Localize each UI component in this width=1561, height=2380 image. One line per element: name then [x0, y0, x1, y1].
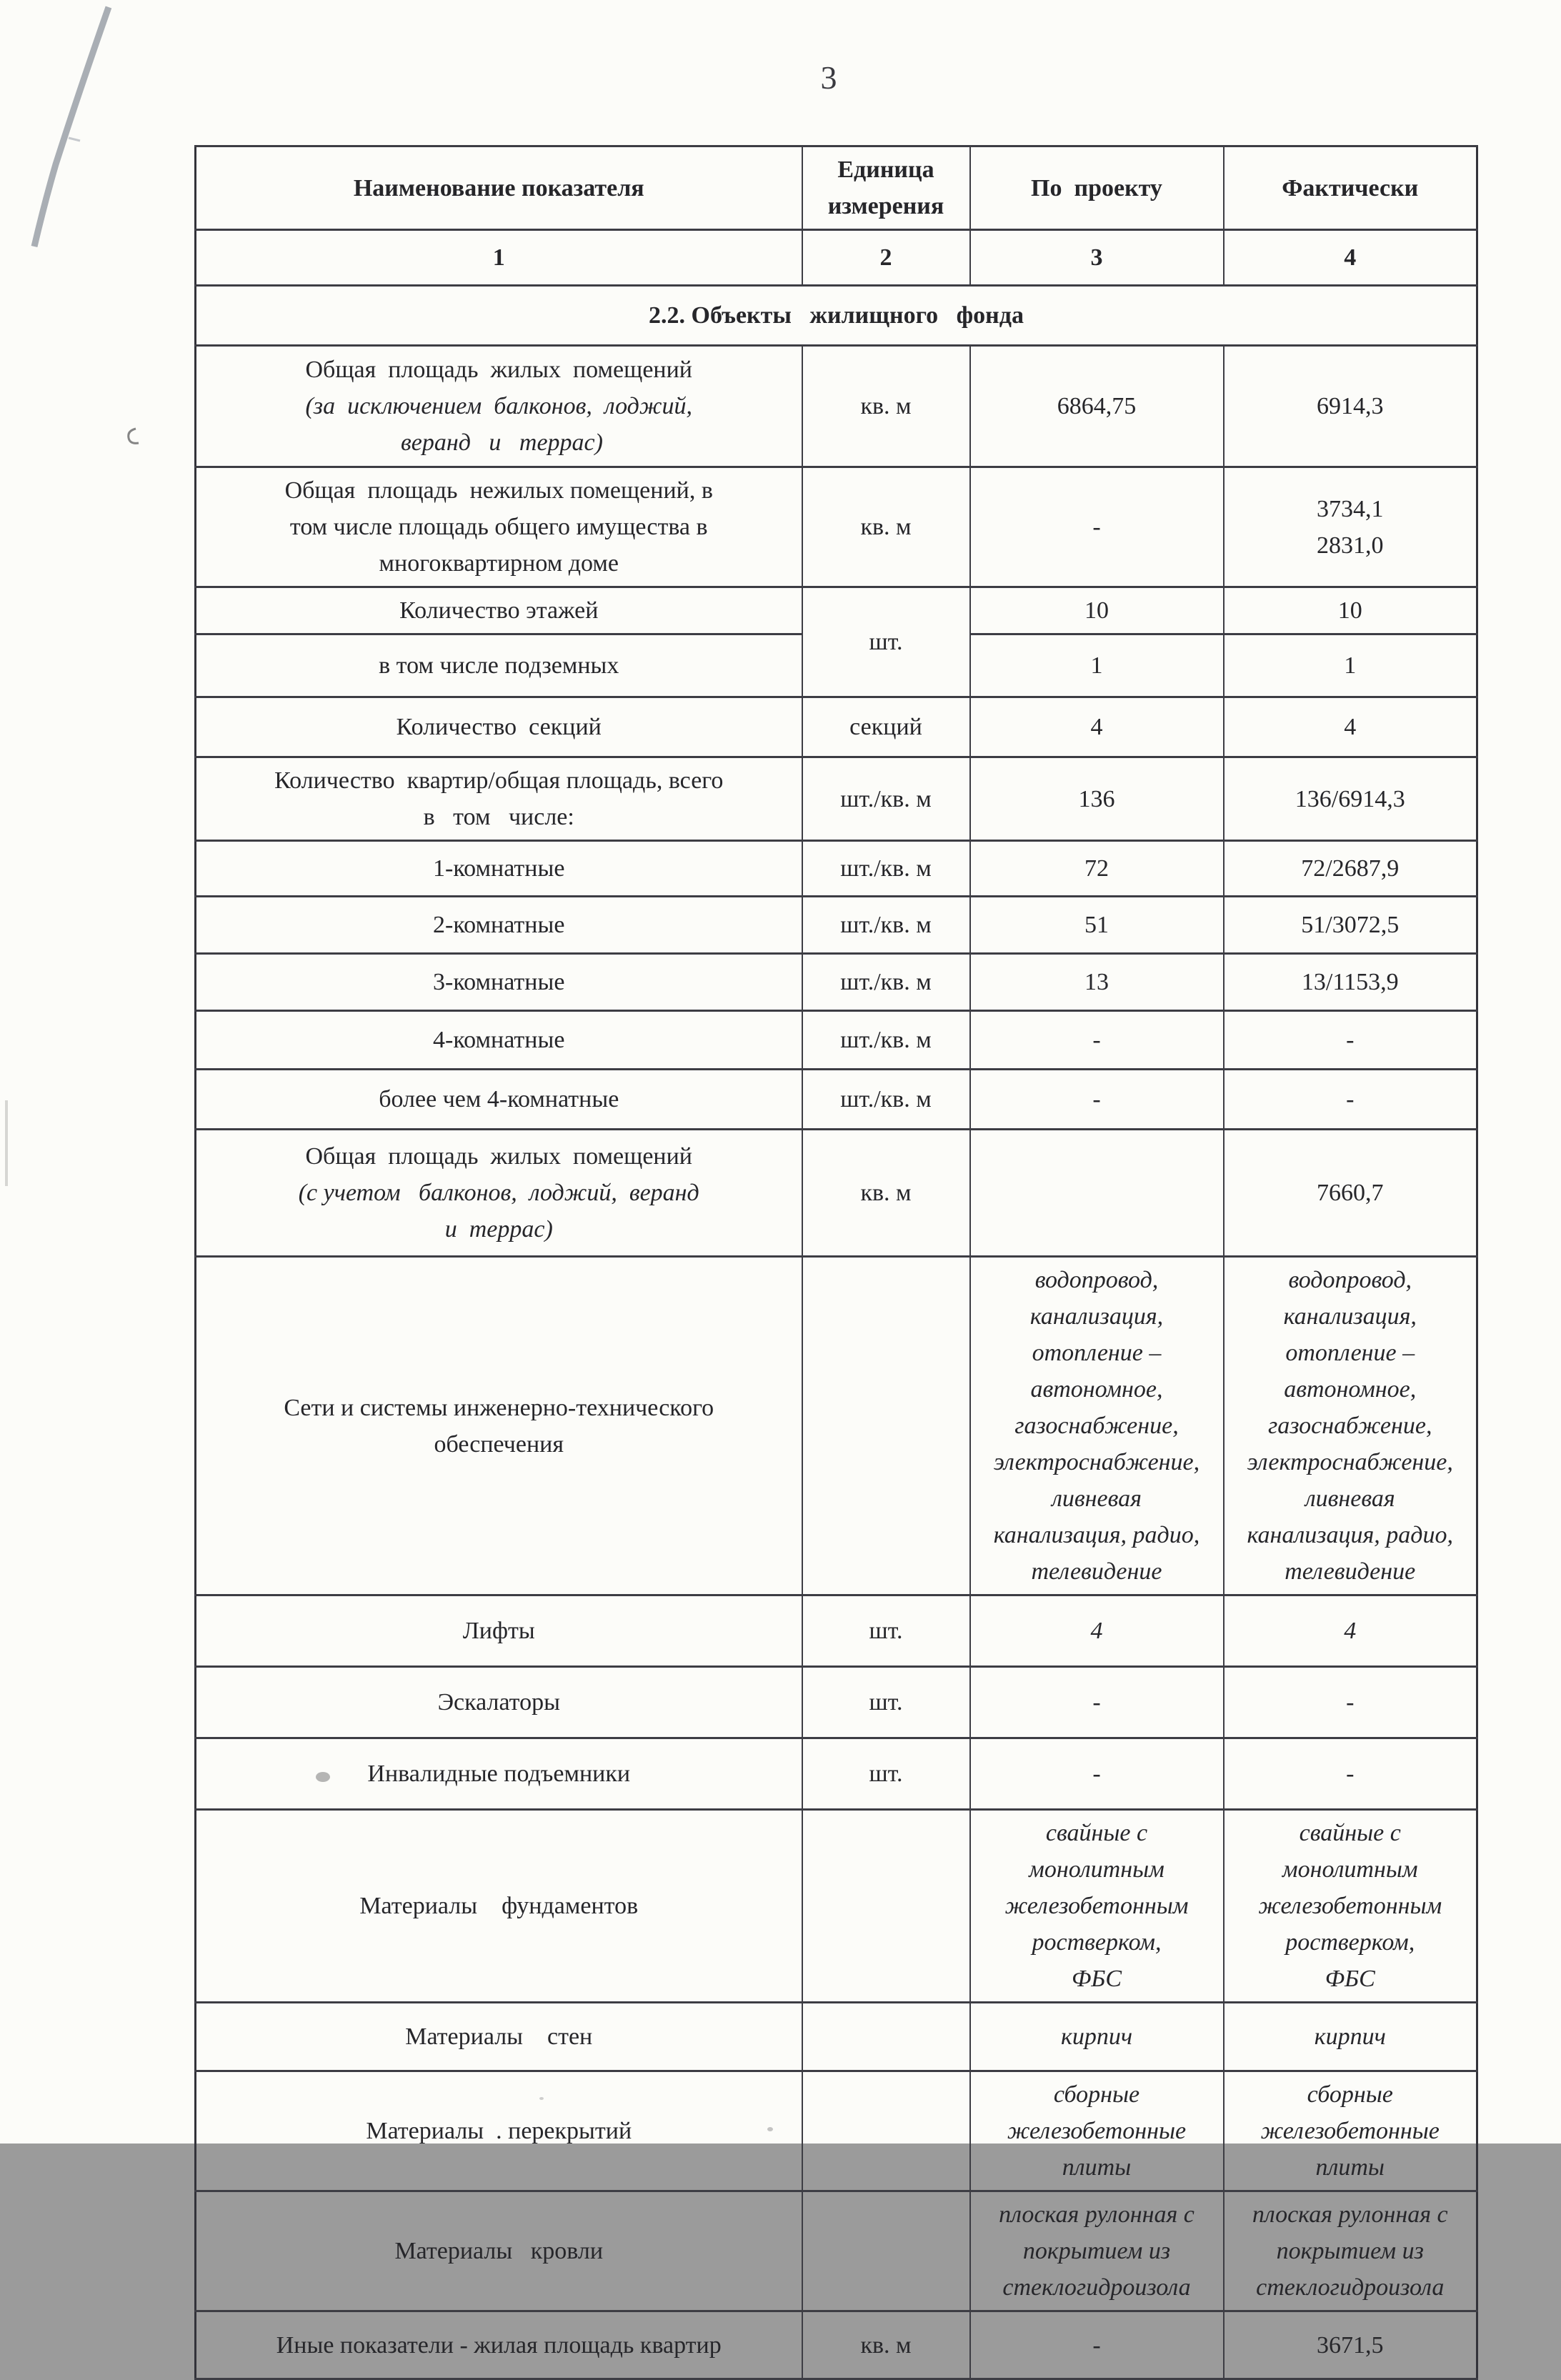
cell-line: стеклогидроизола [1256, 2274, 1445, 2301]
cell-line: Общая площадь жилых помещений [305, 357, 692, 383]
cell-line: - [1092, 1086, 1101, 1112]
indicator-cell [196, 2071, 802, 2191]
project-cell [970, 757, 1224, 841]
project-cell [970, 1011, 1224, 1070]
cell-line: - [1092, 1027, 1101, 1053]
indicator-cell [196, 1810, 802, 2003]
cell-line: Количество секций [396, 714, 602, 740]
table-row [196, 697, 1477, 757]
actual-cell [1224, 2191, 1477, 2311]
cell-line: секций [849, 714, 922, 740]
cell-line: - [1346, 1761, 1355, 1787]
cell-line: Инвалидные подъемники [367, 1761, 631, 1787]
cell-line: железобетонные [1260, 2118, 1440, 2144]
cell-line: 3671,5 [1317, 2331, 1384, 2359]
cell-line: Общая площадь нежилых помещений, в [284, 477, 713, 504]
cell-line: 4 [1090, 1618, 1103, 1644]
col-indicator-cell [196, 146, 802, 230]
unit-cell [802, 1810, 970, 2003]
actual-cell [1224, 697, 1477, 757]
project-cell [970, 1595, 1224, 1667]
table-row [196, 757, 1477, 841]
cell-line: кв. м [860, 1180, 912, 1206]
indicator-cell [196, 346, 802, 467]
section-cell [196, 286, 1477, 346]
cell-line: шт./кв. м [840, 969, 932, 995]
project-cell [970, 346, 1224, 467]
cell-line: сборные [1307, 2081, 1393, 2108]
cell-line: - [1346, 1086, 1355, 1112]
col-number-cell [802, 230, 970, 286]
actual-cell [1224, 1257, 1477, 1595]
fold-mark [34, 7, 109, 247]
indicator-cell [196, 1130, 802, 1257]
unit-cell [802, 467, 970, 587]
unit-cell [802, 954, 970, 1011]
cell-line: обеспечения [434, 1430, 564, 1458]
cell-line: веранд и террас) [394, 429, 603, 456]
cell-line: шт. [869, 1618, 903, 1644]
cell-line: свайные с [1299, 1820, 1401, 1846]
indicator-cell [196, 2311, 802, 2379]
cell-line: 72/2687,9 [1301, 855, 1400, 882]
indicators-table-body [196, 146, 1477, 2379]
cell-line: 7660,7 [1317, 1180, 1384, 1206]
cell-line: Сети и системы инженерно-технического [284, 1394, 714, 1421]
indicator-cell [196, 841, 802, 897]
cell-line: ростверком, [1285, 1929, 1415, 1956]
cell-line: Материалы стен [405, 2023, 593, 2050]
cell-line: 51/3072,5 [1301, 912, 1400, 938]
cell-line: телевидение [1285, 1558, 1416, 1585]
col-number-cell [970, 230, 1224, 286]
cell-line: - [1092, 514, 1101, 540]
unit-cell [802, 1595, 970, 1667]
table-row [196, 954, 1477, 1011]
cell-line: 1 [1344, 652, 1357, 679]
table-row [196, 1738, 1477, 1810]
cell-line: 136/6914,3 [1295, 785, 1405, 812]
cell-line: Эскалаторы [437, 1689, 560, 1716]
actual-cell [1224, 897, 1477, 954]
table-row [196, 346, 1477, 467]
actual-cell [1224, 2311, 1477, 2379]
cell-line: шт./кв. м [840, 855, 932, 882]
cell-line: железобетонные [1007, 2118, 1187, 2144]
project-cell [970, 1738, 1224, 1810]
cell-line: 6914,3 [1317, 393, 1384, 419]
cell-line: плоская рулонная с [1252, 2201, 1448, 2228]
actual-cell [1224, 1070, 1477, 1130]
cell-line: многоквартирном доме [379, 550, 619, 577]
unit-cell [802, 2003, 970, 2071]
cell-line: плиты [1315, 2154, 1385, 2181]
cell-line: шт./кв. м [840, 1027, 932, 1053]
col-project-cell [970, 146, 1224, 230]
actual-cell [1224, 1011, 1477, 1070]
cell-line: 2.2. Объекты жилищного фонда [649, 302, 1024, 329]
project-cell [970, 1257, 1224, 1595]
cell-line: 4-комнатные [433, 1027, 565, 1053]
indicator-cell [196, 587, 802, 634]
cell-line: 10 [1337, 597, 1362, 624]
actual-cell [1224, 2071, 1477, 2191]
project-cell [970, 697, 1224, 757]
cell-line: Количество этажей [399, 597, 599, 624]
unit-cell [802, 757, 970, 841]
indicator-cell [196, 697, 802, 757]
table-row [196, 2311, 1477, 2379]
cell-line: электроснабжение, [993, 1449, 1200, 1475]
actual-cell [1224, 841, 1477, 897]
actual-cell [1224, 346, 1477, 467]
cell-line: 3-комнатные [433, 969, 565, 995]
indicators-table [194, 145, 1478, 2380]
actual-cell [1224, 1130, 1477, 1257]
cell-line: (за исключением балконов, лоджий, [305, 393, 692, 419]
cell-line: 2 [879, 244, 892, 271]
cell-line: 4 [1344, 244, 1357, 271]
table-row [196, 2191, 1477, 2311]
project-cell [970, 841, 1224, 897]
cell-line: 10 [1084, 597, 1109, 624]
project-cell [970, 2071, 1224, 2191]
indicator-cell [196, 467, 802, 587]
col-number-cell [196, 230, 802, 286]
actual-cell [1224, 2003, 1477, 2071]
cell-line: монолитным [1282, 1856, 1418, 1883]
fold-scratch [69, 138, 80, 141]
unit-cell [802, 1257, 970, 1595]
cell-line: водопровод, [1288, 1267, 1412, 1293]
cell-line: - [1346, 1689, 1355, 1716]
actual-cell [1224, 1810, 1477, 2003]
table-row [196, 146, 1477, 230]
project-cell [970, 634, 1224, 697]
cell-line: газоснабжение, [1268, 1413, 1432, 1439]
table-row [196, 1595, 1477, 1667]
cell-line: водопровод, [1034, 1267, 1159, 1293]
cell-line: По проекту [1031, 174, 1162, 201]
cell-line: кв. м [860, 2331, 912, 2359]
table-row [196, 1070, 1477, 1130]
unit-cell [802, 1667, 970, 1738]
actual-cell [1224, 757, 1477, 841]
cell-line: - [1092, 2331, 1101, 2359]
cell-line: 13 [1084, 969, 1109, 995]
cell-line: 4 [1090, 714, 1103, 740]
indicator-cell [196, 2191, 802, 2311]
indicator-cell [196, 1070, 802, 1130]
table-row [196, 1810, 1477, 2003]
cell-line: автономное, [1030, 1376, 1163, 1403]
actual-cell [1224, 634, 1477, 697]
indicator-cell [196, 897, 802, 954]
cell-line: 3 [1090, 244, 1103, 271]
unit-cell [802, 346, 970, 467]
cell-line: канализация, радио, [993, 1522, 1200, 1548]
indicator-cell [196, 1257, 802, 1595]
cell-line: свайные с [1045, 1820, 1148, 1846]
cell-line: телевидение [1031, 1558, 1162, 1585]
pen-squiggle [129, 429, 139, 443]
cell-line: 1 [1090, 652, 1103, 679]
cell-line: том числе площадь общего имущества в [289, 514, 708, 540]
cell-line: в том числе: [423, 804, 574, 830]
project-cell [970, 2311, 1224, 2379]
cell-line: 6864,75 [1057, 393, 1137, 419]
col-unit-cell [802, 146, 970, 230]
cell-line: 2831,0 [1317, 532, 1384, 559]
cell-line: 72 [1084, 855, 1109, 882]
cell-line: канализация, радио, [1247, 1522, 1454, 1548]
project-cell [970, 897, 1224, 954]
cell-line: 3734,1 [1317, 495, 1384, 522]
cell-line: - [1092, 1689, 1101, 1716]
cell-line: канализация, [1029, 1303, 1164, 1330]
project-cell [970, 1070, 1224, 1130]
cell-line: более чем 4-комнатные [379, 1086, 619, 1112]
cell-line: шт. [869, 1689, 903, 1716]
cell-line: железобетонным [1258, 1893, 1442, 1919]
table-row [196, 1130, 1477, 1257]
actual-cell [1224, 587, 1477, 634]
table-row [196, 841, 1477, 897]
cell-line: ФБС [1071, 1966, 1122, 1992]
cell-line: 51 [1084, 912, 1109, 938]
cell-line: кирпич [1314, 2023, 1386, 2050]
cell-line: 136 [1078, 785, 1115, 812]
table-row [196, 2071, 1477, 2191]
unit-cell [802, 697, 970, 757]
unit-cell [802, 587, 970, 697]
cell-line: железобетонным [1004, 1893, 1189, 1919]
cell-line: Материалы кровли [394, 2238, 604, 2264]
cell-line: Количество квартир/общая площадь, всего [274, 767, 724, 794]
cell-line: Лифты [462, 1618, 535, 1644]
unit-cell [802, 1011, 970, 1070]
cell-line: покрытием из [1276, 2238, 1424, 2264]
indicator-cell [196, 757, 802, 841]
unit-cell [802, 841, 970, 897]
actual-cell [1224, 1595, 1477, 1667]
cell-line: шт. [869, 1761, 903, 1787]
project-cell [970, 1130, 1224, 1257]
cell-line: Материалы фундаментов [359, 1893, 639, 1919]
cell-line: покрытием из [1022, 2238, 1171, 2264]
indicator-cell [196, 1738, 802, 1810]
cell-line: Иные показатели - жилая площадь квартир [276, 2331, 722, 2359]
actual-cell [1224, 467, 1477, 587]
table-row [196, 286, 1477, 346]
cell-line: кв. м [860, 393, 912, 419]
indicator-cell [196, 1667, 802, 1738]
table-row [196, 897, 1477, 954]
cell-line: шт. [869, 629, 903, 655]
actual-cell [1224, 1738, 1477, 1810]
project-cell [970, 1810, 1224, 2003]
table-row [196, 1667, 1477, 1738]
indicator-cell [196, 2003, 802, 2071]
cell-line: отопление – [1285, 1340, 1415, 1366]
cell-line: кв. м [860, 514, 912, 540]
cell-line: ФБС [1325, 1966, 1375, 1992]
cell-line: газоснабжение, [1014, 1413, 1179, 1439]
project-cell [970, 467, 1224, 587]
table-row [196, 467, 1477, 587]
cell-line: плоская рулонная с [999, 2201, 1195, 2228]
table-row [196, 1257, 1477, 1595]
cell-line: монолитным [1029, 1856, 1164, 1883]
cell-line: 4 [1344, 714, 1357, 740]
project-cell [970, 1667, 1224, 1738]
cell-line: 2-комнатные [433, 912, 565, 938]
cell-line: ростверком, [1032, 1929, 1162, 1956]
unit-cell [802, 1130, 970, 1257]
cell-line: канализация, [1283, 1303, 1417, 1330]
cell-line: ливневая [1052, 1485, 1142, 1512]
cell-line: Наименование показателя [353, 174, 644, 201]
indicator-cell [196, 1595, 802, 1667]
page-number: 3 [820, 59, 837, 96]
cell-line: шт./кв. м [840, 912, 932, 938]
cell-line: кирпич [1060, 2023, 1133, 2050]
cell-line: - [1346, 1027, 1355, 1053]
col-actual-cell [1224, 146, 1477, 230]
cell-line: стеклогидроизола [1002, 2274, 1191, 2301]
cell-line: в том числе подземных [379, 652, 619, 679]
cell-line: отопление – [1032, 1340, 1162, 1366]
indicator-cell [196, 954, 802, 1011]
cell-line: ливневая [1305, 1485, 1395, 1512]
table-row [196, 1011, 1477, 1070]
cell-line: 1-комнатные [433, 855, 565, 882]
cell-line: Единица [837, 156, 934, 183]
indicator-cell [196, 1011, 802, 1070]
cell-line: сборные [1053, 2081, 1140, 2108]
cell-line: 1 [492, 244, 505, 271]
unit-cell [802, 2311, 970, 2379]
cell-line: Общая площадь жилых помещений [305, 1143, 692, 1170]
unit-cell [802, 1070, 970, 1130]
table-row [196, 587, 1477, 634]
cell-line: - [1092, 1761, 1101, 1787]
cell-line: плиты [1062, 2154, 1132, 2181]
cell-line: электроснабжение, [1247, 1449, 1453, 1475]
actual-cell [1224, 954, 1477, 1011]
actual-cell [1224, 1667, 1477, 1738]
unit-cell [802, 897, 970, 954]
unit-cell [802, 1738, 970, 1810]
unit-cell [802, 2191, 970, 2311]
cell-line: 13/1153,9 [1301, 969, 1399, 995]
unit-cell [802, 2071, 970, 2191]
cell-line: автономное, [1284, 1376, 1417, 1403]
project-cell [970, 2191, 1224, 2311]
col-number-cell [1224, 230, 1477, 286]
cell-line: измерения [827, 193, 944, 219]
project-cell [970, 2003, 1224, 2071]
cell-line: 4 [1344, 1618, 1357, 1644]
indicator-cell [196, 634, 802, 697]
cell-line: (с учетом балконов, лоджий, веранд [298, 1180, 699, 1206]
cell-line: шт./кв. м [840, 785, 932, 812]
cell-line: шт./кв. м [840, 1086, 932, 1112]
table-row [196, 230, 1477, 286]
project-cell [970, 954, 1224, 1011]
cell-line: и террас) [444, 1216, 553, 1243]
project-cell [970, 587, 1224, 634]
cell-line: Фактически [1282, 174, 1419, 201]
table-row [196, 2003, 1477, 2071]
cell-line: Материалы . перекрытий [366, 2118, 632, 2144]
